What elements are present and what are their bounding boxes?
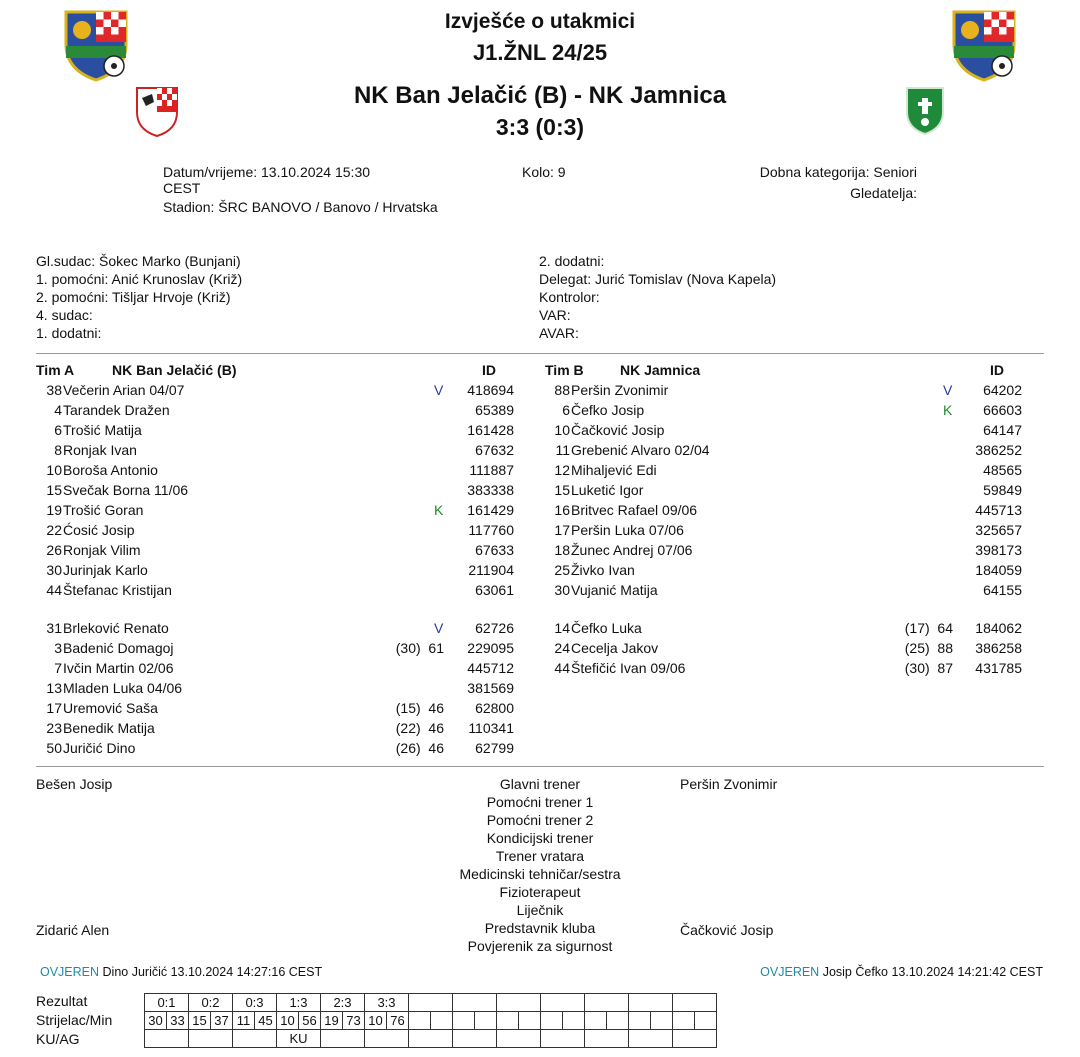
scorer-minute-cell: 73: [343, 1012, 365, 1030]
result-empty-cell: [497, 994, 541, 1012]
team-a-sub-player-mark: V: [434, 620, 444, 636]
official-right-line: VAR:: [539, 307, 571, 323]
team-b-player-name: Peršin Zvonimir: [571, 382, 669, 398]
official-right-line: 2. dodatni:: [539, 253, 605, 269]
team-a-player-name: Boroša Antonio: [63, 462, 158, 478]
team-b-sub-player-sub: (17) 64: [904, 620, 953, 636]
team-b-player-row: [0, 560, 1080, 580]
ku-empty-cell: [453, 1030, 497, 1048]
results-table: [144, 993, 717, 1048]
ku-cell: [365, 1030, 409, 1048]
team-b-player-number: 10: [554, 422, 570, 438]
team-b-player-name: Peršin Luka 07/06: [571, 522, 684, 538]
team-a-player-name: Svečak Borna 11/06: [63, 482, 189, 498]
scorer-empty-cell: [651, 1012, 673, 1030]
team-b-player-id: 184059: [975, 562, 1022, 578]
team-b-player-id: 64202: [983, 382, 1022, 398]
team-a-player-name: Ronjak Vilim: [63, 542, 141, 558]
team-a-sub-player-sub: (26) 46: [395, 740, 444, 756]
scorer-minute-cell: 56: [299, 1012, 321, 1030]
age-category: Dobna kategorija: Seniori: [759, 164, 917, 180]
team-a-id-header: ID: [482, 362, 496, 378]
team-a-sub-player-number: 50: [46, 740, 62, 756]
team-a-player-id: 117760: [468, 522, 514, 538]
scorer-label: Strijelac/Min: [36, 1012, 113, 1028]
team-a-player-number: 30: [46, 562, 62, 578]
spectators: Gledatelja:: [850, 185, 917, 201]
team-b-sub-player-number: 24: [554, 640, 570, 656]
official-right-line: Delegat: Jurić Tomislav (Nova Kapela): [539, 271, 777, 287]
staff-role: Glavni trener: [499, 776, 581, 792]
team-b-player-id: 64147: [983, 422, 1022, 438]
scorer-empty-cell: [585, 1012, 607, 1030]
team-b-player-row: [0, 460, 1080, 480]
team-b-sub-player-id: 386258: [975, 640, 1022, 656]
team-b-player-number: 11: [555, 442, 570, 458]
team-b-sub-player-name: Štefičić Ivan 09/06: [571, 660, 686, 676]
team-a-sub-player-name: Uremović Saša: [63, 700, 158, 716]
ku-empty-cell: [629, 1030, 673, 1048]
match-title: NK Ban Jelačić (B) - NK Jamnica: [353, 82, 727, 109]
scorer-number-cell: 19: [321, 1012, 343, 1030]
scorer-number-cell: 10: [365, 1012, 387, 1030]
team-b-player-id: 445713: [975, 502, 1022, 518]
team-b-sub-player-row: [0, 658, 1080, 678]
team-a-player-id: 161428: [467, 422, 514, 438]
team-b-player-id: 64155: [983, 582, 1022, 598]
team-a-player-mark: K: [434, 502, 444, 518]
team-a-player-number: 19: [46, 502, 62, 518]
team-a-player-id: 67632: [475, 442, 514, 458]
team-b-player-row: [0, 440, 1080, 460]
team-a-sub-player-name: Brleković Renato: [63, 620, 169, 636]
team-a-player-number: 44: [46, 582, 62, 598]
team-a-sub-player-row: [0, 678, 1080, 698]
ku-cell: [189, 1030, 233, 1048]
team-b-player-row: [0, 420, 1080, 440]
team-b-player-number: 30: [554, 582, 570, 598]
ku-cell: [321, 1030, 365, 1048]
team-b-player-number: 15: [554, 482, 570, 498]
result-score-cell: 0:1: [145, 994, 189, 1012]
team-b-player-row: [0, 380, 1080, 400]
team-a-verification: [40, 965, 322, 979]
ku-empty-cell: [673, 1030, 717, 1048]
ku-row: [145, 1030, 717, 1048]
official-right-line: Kontrolor:: [539, 289, 600, 305]
staff-role: Pomoćni trener 1: [486, 794, 594, 810]
staff-role: Pomoćni trener 2: [486, 812, 594, 828]
team-b-player-mark: K: [943, 402, 953, 418]
team-a-player-name: Ćosić Josip: [63, 522, 135, 538]
team-b-player-id: 48565: [983, 462, 1022, 478]
team-b-sub-player-sub: (30) 87: [904, 660, 953, 676]
team-a-sub-player-row: [0, 698, 1080, 718]
ku-ag-label: KU/AG: [36, 1031, 80, 1047]
result-score-cell: 2:3: [321, 994, 365, 1012]
team-a-player-id: 211904: [468, 562, 514, 578]
team-a-player-mark: V: [434, 382, 444, 398]
team-a-label: Tim A: [36, 362, 75, 378]
team-a-sub-player-id: 110341: [468, 720, 514, 736]
team-a-player-number: 38: [46, 382, 62, 398]
scorer-empty-cell: [519, 1012, 541, 1030]
team-a-sub-player-number: 13: [46, 680, 62, 696]
staff-role: Medicinski tehničar/sestra: [459, 866, 621, 882]
team-b-player-number: 6: [562, 402, 570, 418]
team-a-player-id: 65389: [475, 402, 514, 418]
team-a-sub-player-id: 62799: [475, 740, 514, 756]
team-a-sub-player-id: 62800: [475, 700, 514, 716]
result-empty-cell: [453, 994, 497, 1012]
result-empty-cell: [409, 994, 453, 1012]
ku-empty-cell: [497, 1030, 541, 1048]
scorer-number-cell: 11: [233, 1012, 255, 1030]
team-a-player-number: 22: [46, 522, 62, 538]
official-left-line: 1. pomoćni: Anić Krunoslav (Križ): [36, 271, 243, 287]
team-a-player-name: Jurinjak Karlo: [63, 562, 148, 578]
team-a-player-number: 26: [46, 542, 62, 558]
team-b-player-row: [0, 480, 1080, 500]
official-left-line: 1. dodatni:: [36, 325, 102, 341]
team-b-label: Tim B: [545, 362, 584, 378]
team-a-player-name: Ronjak Ivan: [63, 442, 137, 458]
team-a-sub-player-name: Benedik Matija: [63, 720, 155, 736]
team-b-sub-player-name: Cecelja Jakov: [571, 640, 659, 656]
scorer-number-cell: 30: [145, 1012, 167, 1030]
team-b-sub-player-sub: (25) 88: [904, 640, 953, 656]
result-score-cell: 0:2: [189, 994, 233, 1012]
match-stadium: Stadion: ŠRC BANOVO / Banovo / Hrvatska: [163, 199, 438, 215]
team-a-player-number: 4: [54, 402, 62, 418]
scorer-empty-cell: [629, 1012, 651, 1030]
scorer-empty-cell: [453, 1012, 475, 1030]
team-a-verified-status: OVJEREN: [40, 965, 100, 979]
team-a-sub-player-number: 3: [54, 640, 62, 656]
team-a-player-id: 111887: [469, 462, 514, 478]
team-b-player-name: Mihaljević Edi: [571, 462, 657, 478]
staff-role: Povjerenik za sigurnost: [467, 938, 613, 954]
team-b-player-id: 325657: [975, 522, 1022, 538]
team-b-player-number: 88: [554, 382, 570, 398]
official-right-line: AVAR:: [539, 325, 579, 341]
scorer-empty-cell: [563, 1012, 585, 1030]
scorer-empty-cell: [475, 1012, 497, 1030]
team-b-sub-player-row: [0, 618, 1080, 638]
divider-staff: [36, 766, 1044, 767]
team-a-sub-player-number: 23: [46, 720, 62, 736]
team-a-player-id: 63061: [475, 582, 514, 598]
result-score-cell: 1:3: [277, 994, 321, 1012]
ku-cell: KU: [277, 1030, 321, 1048]
scorer-row: [145, 1012, 717, 1030]
scorer-minute-cell: 37: [211, 1012, 233, 1030]
team-b-player-row: [0, 580, 1080, 600]
team-b-player-number: 16: [554, 502, 570, 518]
team-b-sub-player-id: 431785: [975, 660, 1022, 676]
result-empty-cell: [585, 994, 629, 1012]
team-b-sub-player-number: 44: [554, 660, 570, 676]
team-a-sub-player-number: 17: [46, 700, 62, 716]
ku-cell: [145, 1030, 189, 1048]
scorer-empty-cell: [673, 1012, 695, 1030]
scorer-number-cell: 10: [277, 1012, 299, 1030]
team-a-player-number: 10: [46, 462, 62, 478]
team-a-player-id: 161429: [467, 502, 514, 518]
team-a-player-id: 67633: [475, 542, 514, 558]
result-score-cell: 3:3: [365, 994, 409, 1012]
staff-role: Kondicijski trener: [486, 830, 594, 846]
ku-empty-cell: [541, 1030, 585, 1048]
match-round: Kolo: 9: [522, 164, 566, 180]
scorer-minute-cell: 76: [387, 1012, 409, 1030]
team-a-player-number: 15: [46, 482, 62, 498]
official-left-line: 4. sudac:: [36, 307, 93, 323]
team-a-player-name: Štefanac Kristijan: [63, 582, 172, 598]
team-a-sub-player-name: Juričić Dino: [63, 740, 136, 756]
team-a-sub-player-row: [0, 718, 1080, 738]
team-b-player-name: Živko Ivan: [571, 562, 635, 578]
team-b-player-name: Vujanić Matija: [571, 582, 658, 598]
result-empty-cell: [541, 994, 585, 1012]
team-a-player-name: Trošić Goran: [63, 502, 144, 518]
team-b-verification: [760, 965, 1043, 979]
team-b-head-coach: Peršin Zvonimir: [680, 776, 778, 792]
team-b-sub-player-id: 184062: [975, 620, 1022, 636]
team-b-sub-player-name: Čefko Luka: [571, 620, 642, 636]
team-a-sub-player-name: Ivčin Martin 02/06: [63, 660, 174, 676]
result-empty-cell: [673, 994, 717, 1012]
team-a-sub-player-sub: (30) 61: [395, 640, 444, 656]
team-a-player-id: 383338: [467, 482, 514, 498]
team-a-sub-player-id: 229095: [467, 640, 514, 656]
team-b-player-mark: V: [943, 382, 953, 398]
team-b-sub-player-row: [0, 638, 1080, 658]
team-b-player-number: 18: [554, 542, 570, 558]
scorer-empty-cell: [431, 1012, 453, 1030]
ku-empty-cell: [409, 1030, 453, 1048]
team-a-sub-player-sub: (15) 46: [395, 700, 444, 716]
scorer-minute-cell: 33: [167, 1012, 189, 1030]
team-a-sub-player-number: 7: [54, 660, 62, 676]
team-b-player-row: [0, 400, 1080, 420]
team-b-player-id: 66603: [983, 402, 1022, 418]
team-b-player-id: 386252: [975, 442, 1022, 458]
scorer-empty-cell: [541, 1012, 563, 1030]
scorer-empty-cell: [409, 1012, 431, 1030]
match-timezone: CEST: [163, 180, 201, 196]
scorer-empty-cell: [497, 1012, 519, 1030]
team-a-player-name: Tarandek Dražen: [63, 402, 170, 418]
team-b-player-number: 12: [554, 462, 570, 478]
scorer-number-cell: 15: [189, 1012, 211, 1030]
team-a-sub-player-name: Mladen Luka 04/06: [63, 680, 183, 696]
team-b-verified-status: OVJEREN: [760, 965, 820, 979]
result-row: [145, 994, 717, 1012]
team-a-sub-player-row: [0, 738, 1080, 758]
scorer-empty-cell: [695, 1012, 717, 1030]
team-b-player-number: 25: [554, 562, 570, 578]
result-score-cell: 0:3: [233, 994, 277, 1012]
team-b-player-name: Britvec Rafael 09/06: [571, 502, 698, 518]
team-a-representative: Zidarić Alen: [36, 922, 110, 938]
team-a-player-number: 6: [54, 422, 62, 438]
staff-role: Fizioterapeut: [499, 884, 581, 900]
team-b-verified-text: Josip Čefko 13.10.2024 14:21:42 CEST: [822, 965, 1043, 979]
team-b-player-name: Grebenić Alvaro 02/04: [571, 442, 710, 458]
team-b-player-number: 17: [554, 522, 570, 538]
team-a-sub-player-id: 62726: [475, 620, 514, 636]
staff-role: Trener vratara: [495, 848, 585, 864]
team-a-sub-player-name: Badenić Domagoj: [63, 640, 174, 656]
staff-role: Predstavnik kluba: [484, 920, 596, 936]
team-b-player-id: 59849: [983, 482, 1022, 498]
team-b-representative: Čačković Josip: [680, 922, 774, 938]
result-label: Rezultat: [36, 993, 88, 1009]
match-score: 3:3 (0:3): [495, 114, 585, 140]
team-b-player-name: Luketić Igor: [571, 482, 644, 498]
scorer-empty-cell: [607, 1012, 629, 1030]
team-b-name: NK Jamnica: [620, 362, 701, 378]
ku-cell: [233, 1030, 277, 1048]
team-a-sub-player-id: 381569: [467, 680, 514, 696]
team-a-sub-player-sub: (22) 46: [395, 720, 444, 736]
official-left-line: 2. pomoćni: Tišljar Hrvoje (Križ): [36, 289, 231, 305]
ku-empty-cell: [585, 1030, 629, 1048]
team-a-player-name: Trošić Matija: [63, 422, 142, 438]
team-b-player-row: [0, 500, 1080, 520]
team-a-player-id: 418694: [467, 382, 514, 398]
divider-top: [36, 353, 1044, 354]
official-left-line: Gl.sudac: Šokec Marko (Bunjani): [36, 253, 241, 269]
team-b-player-name: Čefko Josip: [571, 402, 645, 418]
team-b-player-name: Žunec Andrej 07/06: [571, 542, 693, 558]
league-name: J1.ŽNL 24/25: [472, 40, 608, 65]
staff-role: Liječnik: [516, 902, 564, 918]
team-b-player-row: [0, 540, 1080, 560]
team-b-player-id: 398173: [975, 542, 1022, 558]
result-empty-cell: [629, 994, 673, 1012]
report-title: Izvješće o utakmici: [444, 10, 636, 33]
team-a-verified-text: Dino Juričić 13.10.2024 14:27:16 CEST: [102, 965, 323, 979]
team-a-name: NK Ban Jelačić (B): [112, 362, 237, 378]
team-b-id-header: ID: [990, 362, 1004, 378]
team-a-sub-player-id: 445712: [467, 660, 514, 676]
team-b-sub-player-number: 14: [554, 620, 570, 636]
team-a-player-number: 8: [54, 442, 62, 458]
scorer-minute-cell: 45: [255, 1012, 277, 1030]
match-datetime: Datum/vrijeme: 13.10.2024 15:30: [163, 164, 371, 180]
team-a-player-name: Večerin Arian 04/07: [63, 382, 185, 398]
team-b-player-name: Čačković Josip: [571, 422, 665, 438]
team-a-head-coach: Bešen Josip: [36, 776, 113, 792]
team-a-sub-player-number: 31: [46, 620, 62, 636]
team-b-player-row: [0, 520, 1080, 540]
